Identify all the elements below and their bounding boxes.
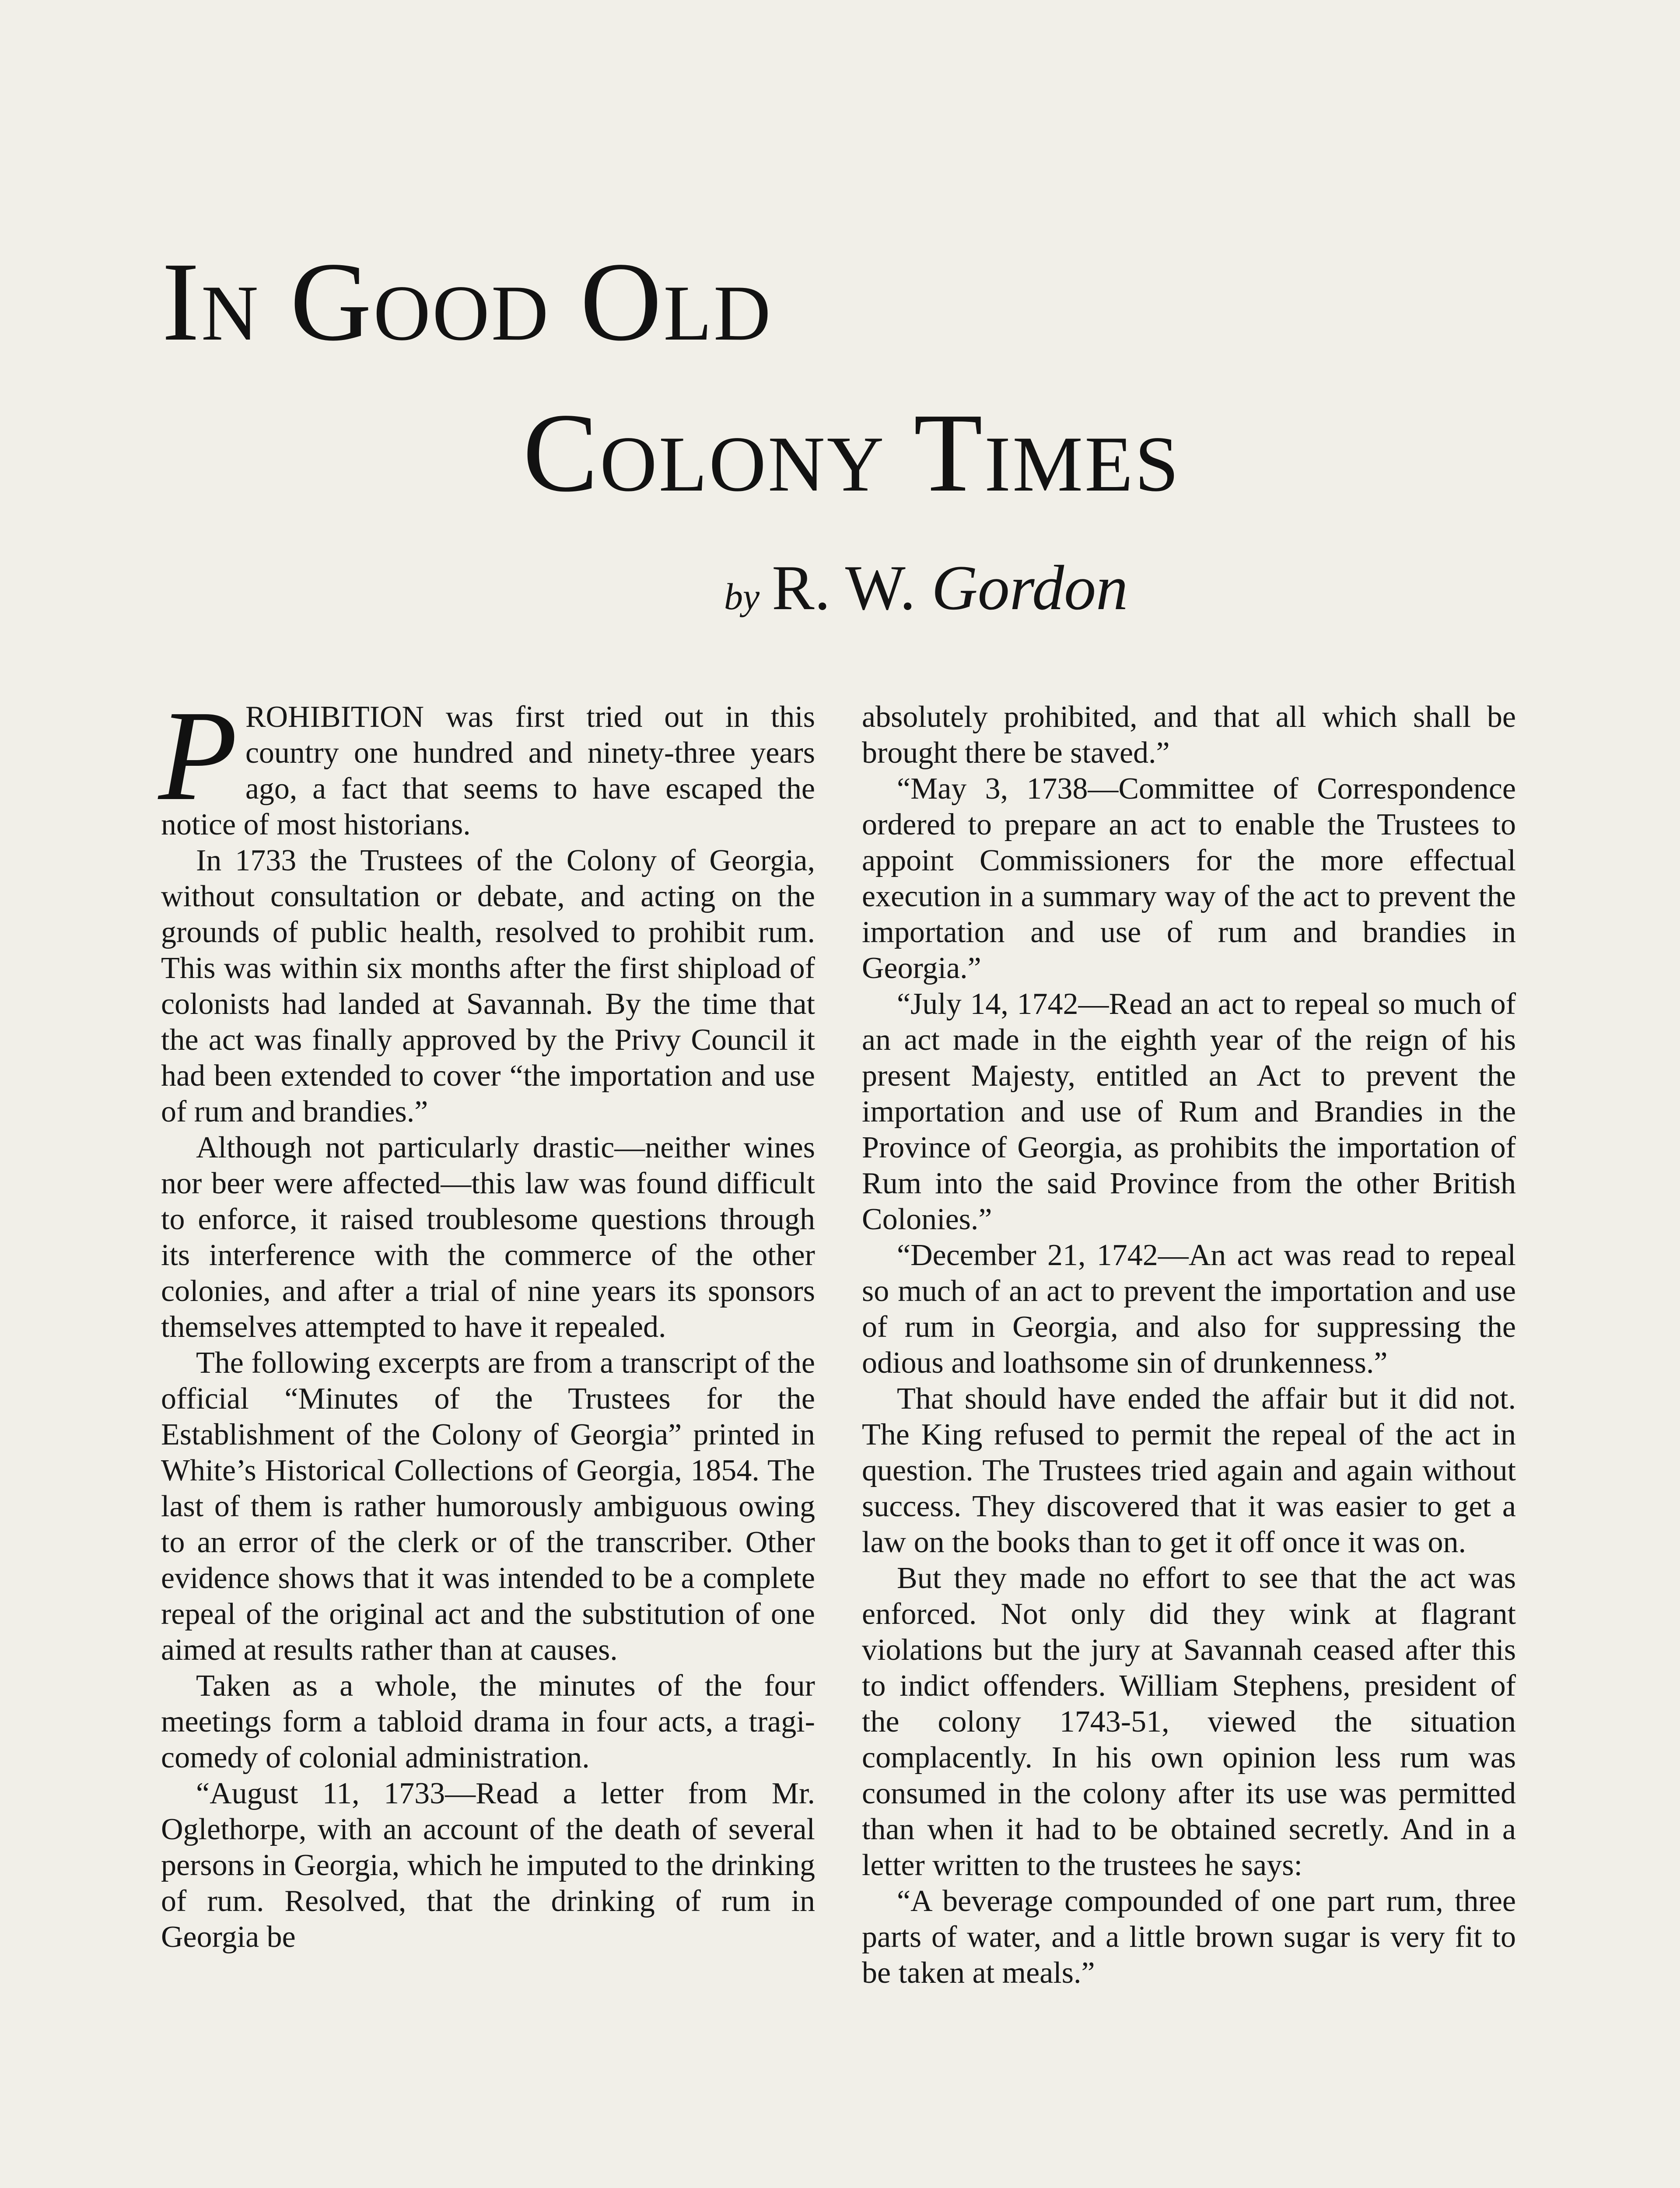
paragraph: Taken as a whole, the minutes of the four meetings form a tabloid drama in four acts, a tragi-comedy of colonial administration. [161, 1669, 815, 1774]
author-initials: R. W. [772, 552, 932, 623]
paragraph: “A beverage compounded of one part rum, three parts of water, and a little brown sugar is very fit to be taken at meals.” [862, 1884, 1516, 1990]
paragraph: “May 3, 1738—Committee of Correspondence ordered to prepare an act to enable the Trustees to appoint Commissioners for the more effectual execution in a summary way of the act to prevent the importation and use of rum and brandies in Georgia.” [862, 772, 1516, 985]
left-column [158, 684, 816, 1955]
paragraph-text: was first tried out in this country one hundred and ninety-three years ago, a fact that seems to have escaped the notice of most historians. [161, 700, 815, 842]
opening-word: ROHIBITION [245, 700, 424, 734]
paragraph: In 1733 the Trustees of the Colony of Georgia, without consultation or debate, and acting on the grounds of public health, resolved to prohibit rum. This was within six months after the first shipload of colonists had landed at Savannah. By the time that the act was finally approved by the Privy Council it had been extended to cover “the importation and use of rum and brandies.” [161, 844, 815, 1129]
article-title-line-1: In Good Old [162, 239, 773, 364]
paragraph: Although not particularly drastic—neither wines nor beer were affected—this law was found difficult to enforce, it raised troublesome questions through its interference with the commerce of the other colonies, and after a trial of nine years its sponsors themselves attempted to have it repealed. [161, 1131, 815, 1344]
article-title-line-2: Colony Times [523, 390, 1181, 515]
paragraph: The following excerpts are from a transcript of the official “Minutes of the Trustees for the Establishment of the Colony of Georgia” printed in White’s Historical Collections of Georgia, 1854. The last of them is rather humorously ambiguous owing to an error of the clerk or of the transcriber. Other evidence shows that it was intended to be a complete repeal of the original act and the substitution of one aimed at results rather than at causes. [161, 1346, 816, 1667]
right-column [862, 699, 1516, 1991]
paragraph: “December 21, 1742—An act was read to repeal so much of an act to prevent the importation and use of rum in Georgia, and also for suppressing the odious and loathsome sin of drunkenness.” [862, 1238, 1516, 1380]
drop-cap: P [158, 684, 238, 828]
byline [724, 552, 1128, 623]
paragraph [158, 684, 815, 843]
byline-prefix: by [724, 575, 760, 617]
paragraph: But they made no effort to see that the act was enforced. Not only did they wink at flagrant violations but the jury at Savannah ceased after this to indict offenders. William Stephens, president of the colony 1743-51, viewed the situation complacently. In his own opinion less rum was consumed in the colony after its use was permitted than when it had to be obtained secretly. And in a letter written to the trustees he says: [862, 1561, 1516, 1882]
paragraph: absolutely prohibited, and that all which shall be brought there be staved.” [862, 700, 1516, 770]
paragraph: “July 14, 1742—Read an act to repeal so much of an act made in the eighth year of the reign of his present Majesty, entitled an Act to prevent the importation and use of Rum and Brandies in the Province of Georgia, as prohibits the importation of Rum into the said Province from the other British Colonies.” [862, 987, 1516, 1236]
paragraph: That should have ended the affair but it did not. The King refused to permit the repeal of the act in question. The Trustees tried again and again without success. They discovered that it was easier to get a law on the books than to get it off once it was on. [862, 1382, 1516, 1559]
paragraph: “August 11, 1733—Read a letter from Mr. Oglethorpe, with an account of the death of several persons in Georgia, which he imputed to the drinking of rum. Resolved, that the drinking of rum in Georgia be [161, 1777, 815, 1954]
author-surname: Gordon [931, 552, 1128, 623]
